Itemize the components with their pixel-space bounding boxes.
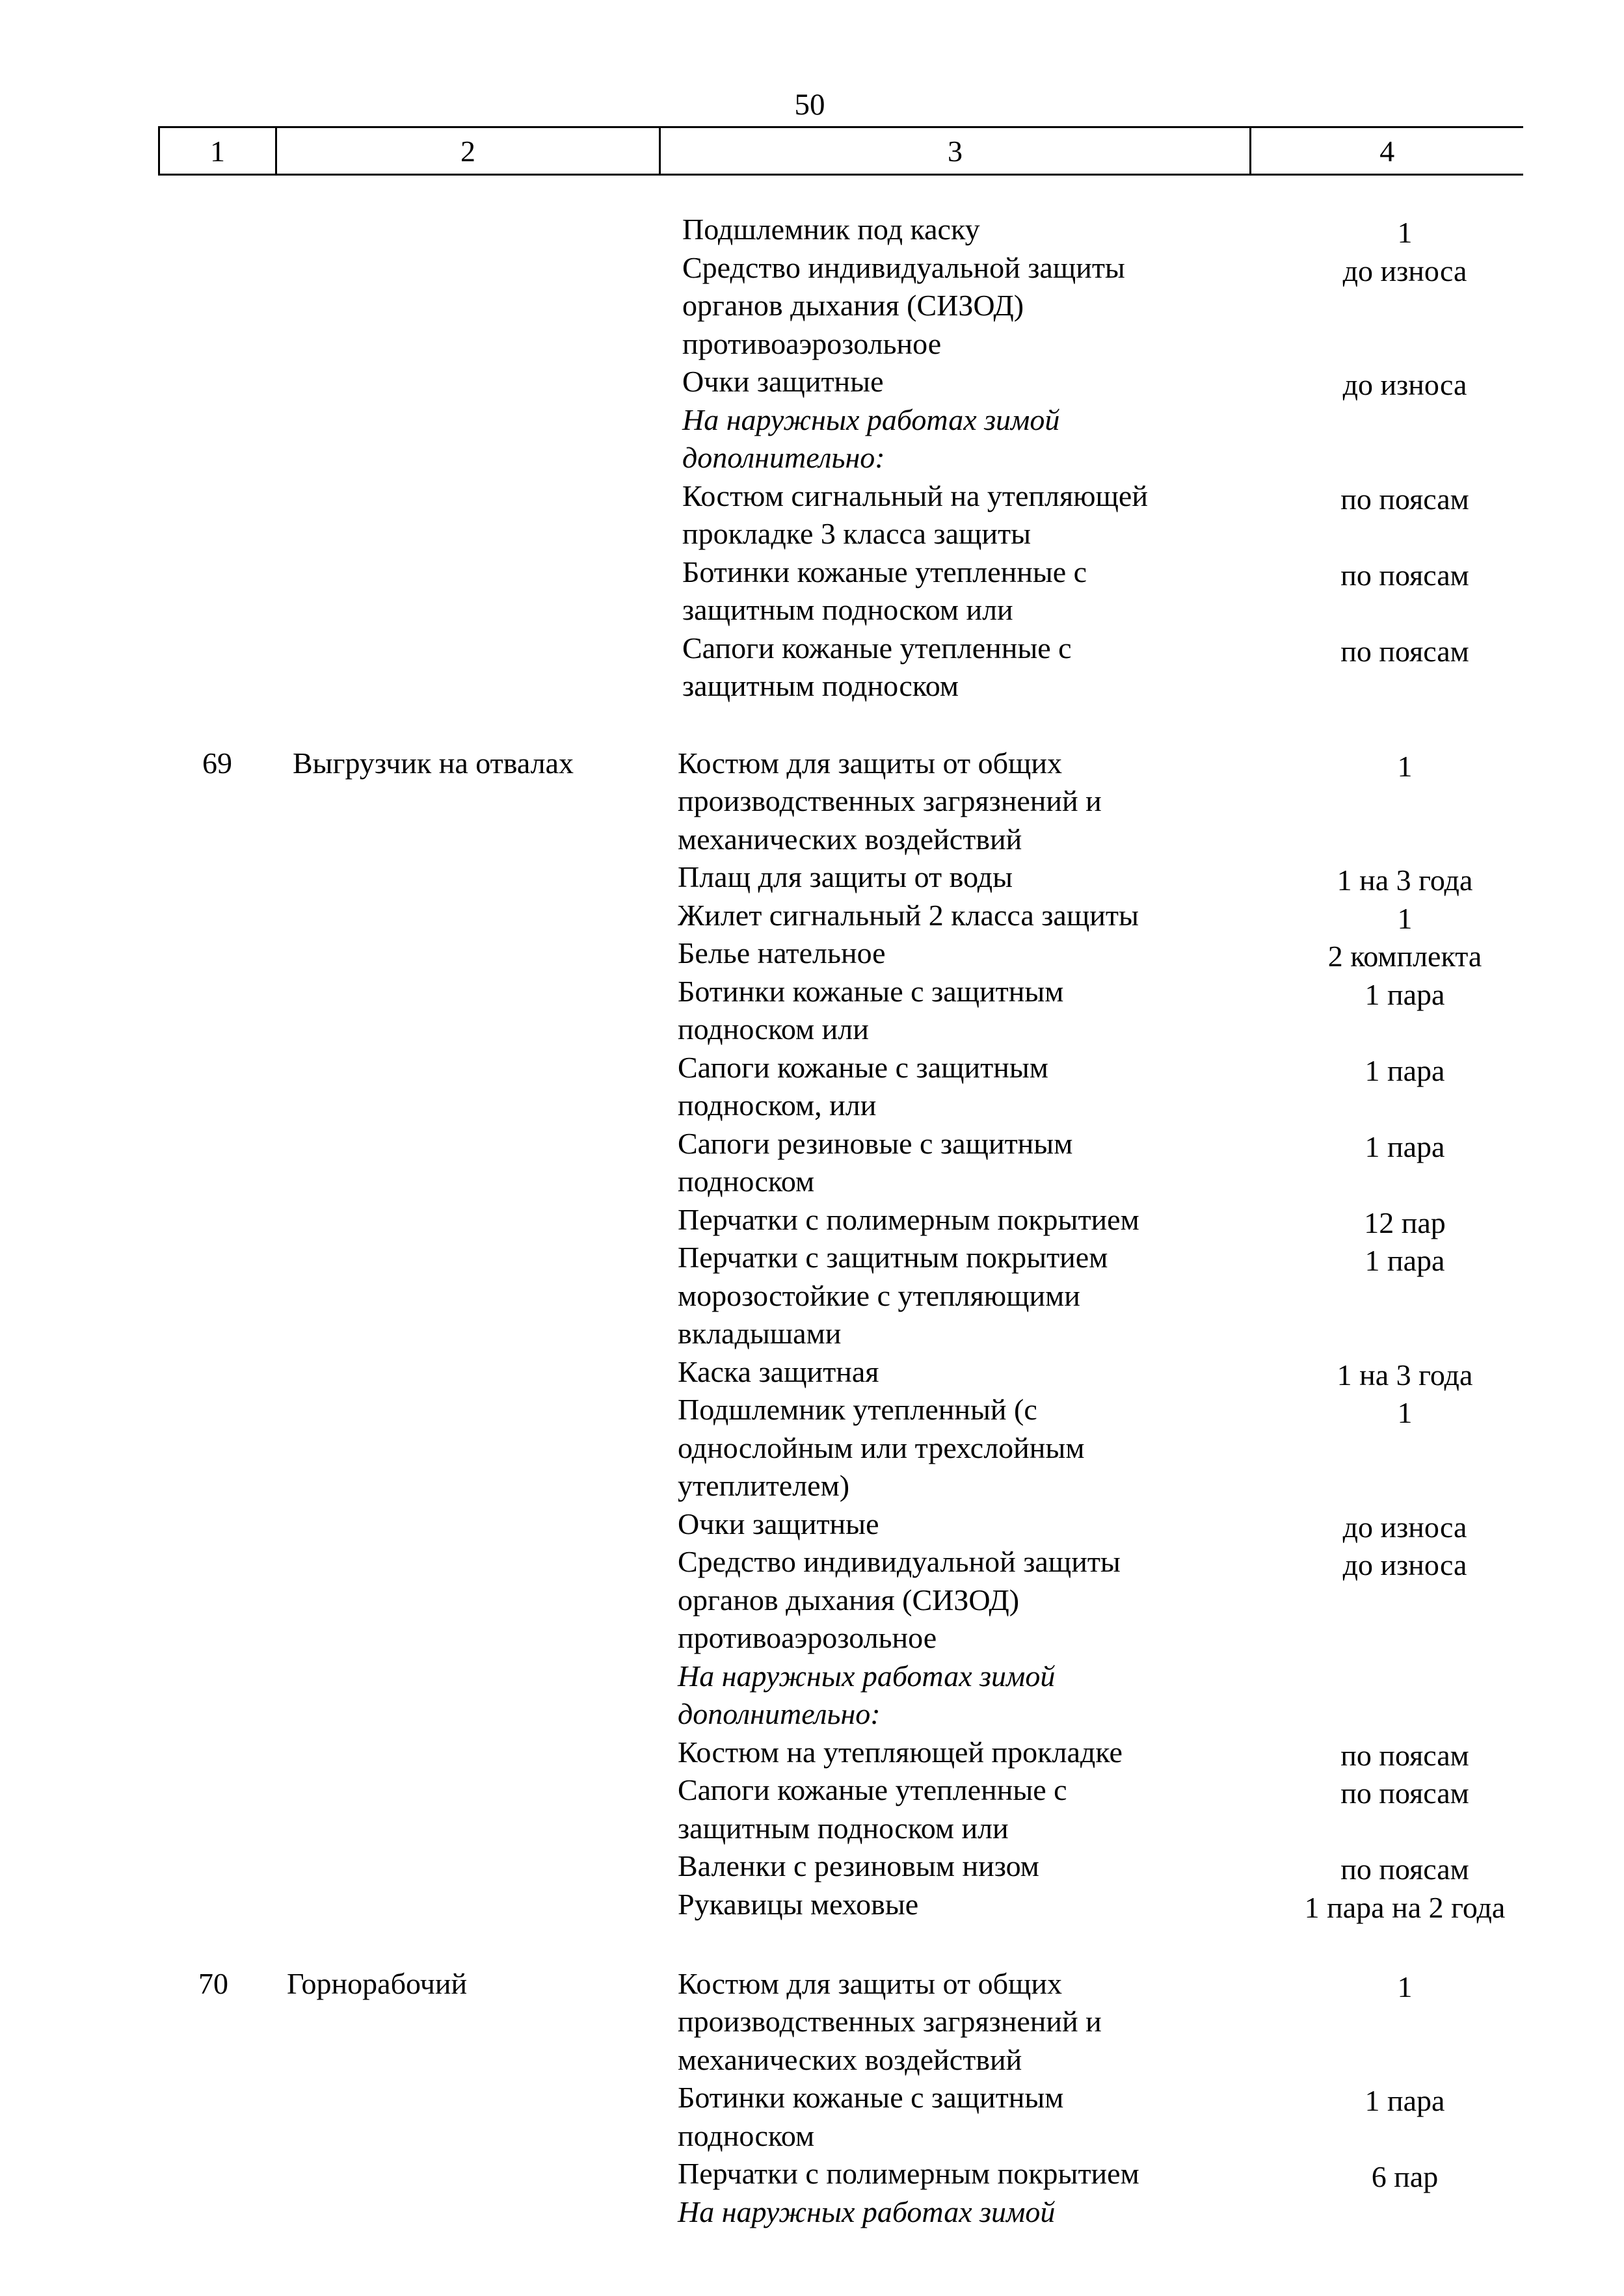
quantity: 2 комплекта — [1327, 940, 1482, 973]
quantity: по поясам — [1340, 559, 1469, 592]
ppe-item-line: однослойным или трехслойным — [678, 1431, 1085, 1464]
quantity: 1 — [1397, 1970, 1413, 2003]
ppe-item-line: утеплителем) — [678, 1469, 850, 1502]
quantity: 1 пара — [1364, 1244, 1445, 1277]
ppe-item-line: морозостойкие с утепляющими — [678, 1279, 1080, 1312]
quantity: до износа — [1342, 1548, 1467, 1581]
ppe-item-line: Очки защитные — [682, 365, 884, 398]
quantity: 12 пар — [1364, 1206, 1446, 1239]
ppe-item-line: органов дыхания (СИЗОД) — [682, 289, 1024, 322]
winter-note-line: дополнительно: — [682, 441, 885, 474]
profession-name: Выгрузчик на отвалах — [293, 746, 574, 780]
quantity: 1 на 3 года — [1337, 1358, 1473, 1392]
quantity: 1 пара — [1364, 1130, 1445, 1163]
ppe-item-line: Ботинки кожаные с защитным — [678, 2081, 1064, 2114]
ppe-item-line: Очки защитные — [678, 1507, 879, 1540]
ppe-item-line: Подшлемник под каску — [682, 213, 980, 246]
quantity: 1 пара на 2 года — [1304, 1891, 1506, 1924]
winter-note-line: На наружных работах зимой — [678, 2195, 1056, 2228]
column-header-2: 2 — [276, 127, 660, 175]
ppe-item-line: Сапоги резиновые с защитным — [678, 1127, 1073, 1160]
quantity: 1 — [1397, 750, 1413, 783]
ppe-item-line: вкладышами — [678, 1317, 842, 1350]
ppe-item-line: Плащ для защиты от воды — [678, 860, 1013, 893]
ppe-item-line: механических воздействий — [678, 823, 1022, 856]
quantity: по поясам — [1340, 1776, 1469, 1810]
ppe-item-line: Костюм на утепляющей прокладке — [678, 1735, 1123, 1769]
ppe-item-line: Костюм сигнальный на утепляющей — [682, 479, 1148, 512]
quantity: по поясам — [1340, 635, 1469, 668]
ppe-item-line: Перчатки с защитным покрытием — [678, 1241, 1108, 1274]
ppe-item-line: Средство индивидуальной защиты — [678, 1545, 1121, 1578]
quantity: 1 пара — [1364, 978, 1445, 1011]
ppe-item-line: механических воздействий — [678, 2043, 1022, 2076]
quantity: 1 на 3 года — [1337, 864, 1473, 897]
quantity: 1 — [1397, 1396, 1413, 1429]
quantity: 1 — [1397, 216, 1413, 249]
entry-number: 70 — [198, 1967, 228, 2000]
ppe-item-line: Сапоги кожаные утепленные с — [678, 1773, 1067, 1806]
ppe-item-line: Костюм для защиты от общих — [678, 746, 1063, 780]
ppe-item-line: противоаэрозольное — [682, 327, 942, 360]
quantity: 1 пара — [1364, 2084, 1445, 2117]
ppe-item-line: Сапоги кожаные утепленные с — [682, 631, 1072, 665]
page-number: 50 — [794, 88, 825, 122]
ppe-item-line: Перчатки с полимерным покрытием — [678, 2157, 1139, 2190]
ppe-item-line: Ботинки кожаные с защитным — [678, 975, 1064, 1008]
ppe-item-line: защитным подноском или — [682, 593, 1013, 626]
ppe-item-line: прокладке 3 класса защиты — [682, 517, 1032, 550]
ppe-item-line: Сапоги кожаные с защитным — [678, 1051, 1048, 1084]
winter-note-line: дополнительно: — [678, 1697, 881, 1730]
quantity: 1 — [1397, 902, 1413, 935]
quantity: до износа — [1342, 254, 1467, 287]
ppe-item-line: Белье нательное — [678, 936, 886, 970]
quantity: 1 пара — [1364, 1054, 1445, 1087]
quantity: до износа — [1342, 1511, 1467, 1544]
winter-note-line: На наружных работах зимой — [682, 403, 1060, 436]
ppe-item-line: Каска защитная — [678, 1355, 879, 1388]
column-header-row — [158, 126, 1523, 176]
ppe-item-line: Перчатки с полимерным покрытием — [678, 1203, 1139, 1236]
quantity: 6 пар — [1371, 2160, 1439, 2193]
column-header-3: 3 — [660, 127, 1251, 175]
winter-note-line: На наружных работах зимой — [678, 1659, 1056, 1693]
quantity: по поясам — [1340, 1853, 1469, 1886]
entry-number: 69 — [202, 746, 232, 780]
ppe-item-line: подноском — [678, 1165, 815, 1198]
ppe-item-line: производственных загрязнений и — [678, 2005, 1102, 2038]
ppe-item-line: Рукавицы меховые — [678, 1888, 919, 1921]
profession-name: Горнорабочий — [287, 1967, 468, 2000]
ppe-item-line: подноском — [678, 2119, 815, 2152]
quantity: до износа — [1342, 368, 1467, 401]
ppe-item-line: Валенки с резиновым низом — [678, 1849, 1039, 1882]
quantity: по поясам — [1340, 1739, 1469, 1772]
quantity: по поясам — [1340, 482, 1469, 516]
ppe-item-line: подноском, или — [678, 1089, 877, 1122]
ppe-item-line: Подшлемник утепленный (с — [678, 1393, 1037, 1426]
ppe-item-line: Средство индивидуальной защиты — [682, 251, 1125, 284]
column-header-1: 1 — [159, 127, 276, 175]
column-header-4: 4 — [1251, 127, 1523, 175]
ppe-item-line: подноском или — [678, 1012, 869, 1046]
ppe-item-line: производственных загрязнений и — [678, 784, 1102, 817]
ppe-item-line: защитным подноском или — [678, 1812, 1009, 1845]
ppe-item-line: противоаэрозольное — [678, 1621, 937, 1654]
ppe-item-line: Жилет сигнальный 2 класса защиты — [678, 899, 1139, 932]
ppe-item-line: Ботинки кожаные утепленные с — [682, 555, 1087, 588]
ppe-item-line: органов дыхания (СИЗОД) — [678, 1583, 1020, 1616]
ppe-item-line: Костюм для защиты от общих — [678, 1967, 1063, 2000]
ppe-item-line: защитным подноском — [682, 669, 959, 702]
